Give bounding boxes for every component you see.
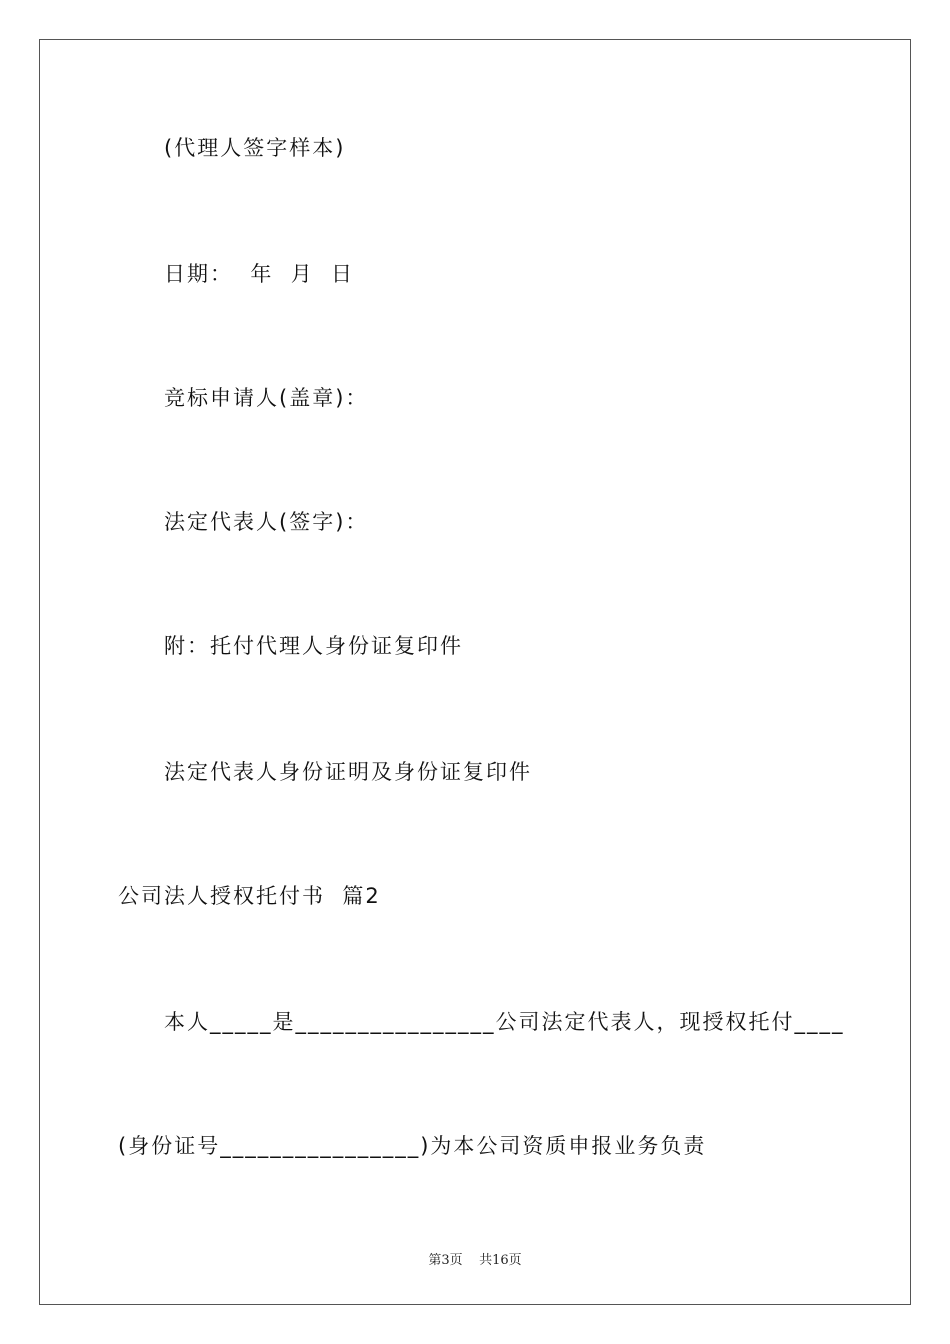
page-number-footer: 第3页 共16页 [428,1253,522,1268]
date-line: 日期： 年 月 日 [164,262,355,286]
authorization-statement-line: 本人_____是________________公司法定代表人，现授权托付____ [164,1010,845,1034]
page-border [39,39,911,1305]
attachment-id-copy-line: 附：托付代理人身份证复印件 [164,634,463,658]
bidder-seal-line: 竞标申请人(盖章)： [164,386,369,410]
id-number-line: (身份证号________________)为本公司资质申报业务负责 [118,1134,707,1158]
section-heading: 公司法人授权托付书 篇2 [118,884,381,908]
legal-representative-signature-line: 法定代表人(签字)： [164,510,369,534]
agent-signature-sample-line: (代理人签字样本) [164,136,346,160]
legal-representative-id-proof-line: 法定代表人身份证明及身份证复印件 [164,760,532,784]
